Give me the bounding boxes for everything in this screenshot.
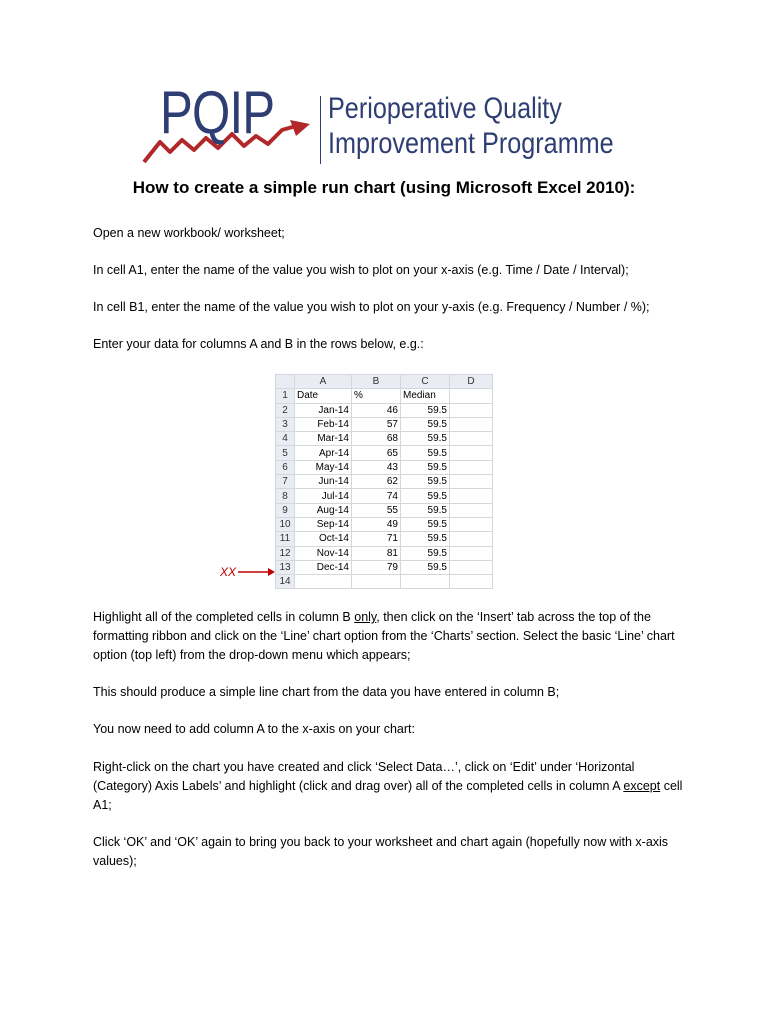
cell-a: Sep-14 <box>295 517 352 531</box>
step-click-ok: Click ‘OK’ and ‘OK’ again to bring you back to your worksheet and chart again (hopefully now with x-axis values); <box>93 835 669 868</box>
cell-b: % <box>352 389 401 403</box>
cell-a: Oct-14 <box>295 532 352 546</box>
table-row <box>276 389 493 403</box>
table-row <box>276 546 493 560</box>
logo-abbreviation: PQIP <box>160 79 275 146</box>
cell-a: Date <box>295 389 352 403</box>
cell-a: May-14 <box>295 460 352 474</box>
step-text: Right-click on the chart you have created and click ‘Select Data…’, click on ‘Edit’ under ‘Horizontal (Category) Axis Labels’ and highlight (click and drag over) all of the completed cells in column A <box>93 760 635 793</box>
table-row <box>276 532 493 546</box>
step-text: Highlight all of the completed cells in column B <box>93 610 355 624</box>
step-open-workbook: Open a new workbook/ worksheet; <box>93 226 285 240</box>
cell-c: 59.5 <box>401 546 450 560</box>
cell-c: 59.5 <box>401 503 450 517</box>
cell-a: Apr-14 <box>295 446 352 460</box>
cell-b: 57 <box>352 417 401 431</box>
row-number: 9 <box>276 503 295 517</box>
cell-b: 81 <box>352 546 401 560</box>
cell-d <box>450 432 493 446</box>
row-number: 5 <box>276 446 295 460</box>
column-header-a: A <box>295 375 352 389</box>
table-row <box>276 489 493 503</box>
logo-divider <box>320 96 321 164</box>
row-number: 10 <box>276 517 295 531</box>
step-text: , then click on the ‘Insert’ tab across the top of the formatting ribbon and click on the ‘Line’ chart option from the ‘Charts’ section. Select the basic ‘Line’ chart option (top left) from the drop-down menu which appears; <box>93 610 675 662</box>
emphasis-except: except <box>623 779 661 793</box>
row-number: 13 <box>276 560 295 574</box>
column-header-b: B <box>352 375 401 389</box>
cell-a: Jun-14 <box>295 475 352 489</box>
cell-c: 59.5 <box>401 560 450 574</box>
table-row <box>276 575 493 589</box>
cell-c: 59.5 <box>401 517 450 531</box>
cell-b: 43 <box>352 460 401 474</box>
row-number: 12 <box>276 546 295 560</box>
xx-annotation-label: XX <box>220 565 237 579</box>
cell-d <box>450 503 493 517</box>
emphasis-only: only <box>354 610 377 624</box>
table-row <box>276 446 493 460</box>
row-number: 1 <box>276 389 295 403</box>
cell-c: 59.5 <box>401 532 450 546</box>
cell-b: 71 <box>352 532 401 546</box>
cell-d <box>450 532 493 546</box>
cell-a: Jul-14 <box>295 489 352 503</box>
cell-d <box>450 475 493 489</box>
cell-b: 49 <box>352 517 401 531</box>
cell-d <box>450 446 493 460</box>
column-header-c: C <box>401 375 450 389</box>
column-header-row <box>276 375 493 389</box>
cell-b: 79 <box>352 560 401 574</box>
cell-d <box>450 517 493 531</box>
cell-d <box>450 546 493 560</box>
cell-b <box>352 575 401 589</box>
step-cell-b1: In cell B1, enter the name of the value you wish to plot on your y-axis (e.g. Frequency / Number / %); <box>93 300 650 314</box>
cell-d <box>450 575 493 589</box>
spreadsheet-grid <box>275 374 493 589</box>
cell-c: Median <box>401 389 450 403</box>
table-row <box>276 417 493 431</box>
cell-d <box>450 460 493 474</box>
cell-c <box>401 575 450 589</box>
cell-c: 59.5 <box>401 403 450 417</box>
row-number: 11 <box>276 532 295 546</box>
page-title: How to create a simple run chart (using Microsoft Excel 2010): <box>132 178 636 197</box>
spreadsheet-example <box>220 372 510 594</box>
row-number: 14 <box>276 575 295 589</box>
pqip-logo <box>140 79 630 172</box>
arrow-right-icon <box>238 565 276 579</box>
cell-b: 68 <box>352 432 401 446</box>
logo-line-2: Improvement Programme <box>328 127 614 160</box>
row-number: 4 <box>276 432 295 446</box>
cell-a: Aug-14 <box>295 503 352 517</box>
table-row <box>276 560 493 574</box>
table-row <box>276 475 493 489</box>
table-row <box>276 517 493 531</box>
table-row <box>276 432 493 446</box>
cell-b: 46 <box>352 403 401 417</box>
cell-a: Feb-14 <box>295 417 352 431</box>
cell-a: Dec-14 <box>295 560 352 574</box>
column-header-d: D <box>450 375 493 389</box>
cell-d <box>450 417 493 431</box>
step-add-column-a: You now need to add column A to the x-axis on your chart: <box>93 722 415 736</box>
step-enter-data: Enter your data for columns A and B in the rows below, e.g.: <box>93 337 424 351</box>
cell-a <box>295 575 352 589</box>
cell-a: Jan-14 <box>295 403 352 417</box>
cell-b: 55 <box>352 503 401 517</box>
cell-c: 59.5 <box>401 417 450 431</box>
select-all-corner <box>276 375 295 389</box>
step-cell-a1: In cell A1, enter the name of the value you wish to plot on your x-axis (e.g. Time / Date / Interval); <box>93 263 629 277</box>
cell-c: 59.5 <box>401 446 450 460</box>
cell-d <box>450 560 493 574</box>
cell-b: 74 <box>352 489 401 503</box>
cell-d <box>450 389 493 403</box>
cell-b: 62 <box>352 475 401 489</box>
row-number: 3 <box>276 417 295 431</box>
cell-a: Nov-14 <box>295 546 352 560</box>
step-line-chart: This should produce a simple line chart from the data you have entered in column B; <box>93 685 560 699</box>
table-row <box>276 403 493 417</box>
row-number: 8 <box>276 489 295 503</box>
step-text: cell A1; <box>93 779 683 812</box>
cell-d <box>450 403 493 417</box>
logo-line-1: Perioperative Quality <box>328 92 562 125</box>
cell-d <box>450 489 493 503</box>
cell-c: 59.5 <box>401 475 450 489</box>
cell-a: Mar-14 <box>295 432 352 446</box>
table-row <box>276 503 493 517</box>
cell-c: 59.5 <box>401 432 450 446</box>
cell-c: 59.5 <box>401 489 450 503</box>
row-number: 6 <box>276 460 295 474</box>
cell-b: 65 <box>352 446 401 460</box>
table-row <box>276 460 493 474</box>
cell-c: 59.5 <box>401 460 450 474</box>
row-number: 2 <box>276 403 295 417</box>
step-highlight-column-b <box>93 608 683 665</box>
row-number: 7 <box>276 475 295 489</box>
step-select-data <box>93 758 683 815</box>
